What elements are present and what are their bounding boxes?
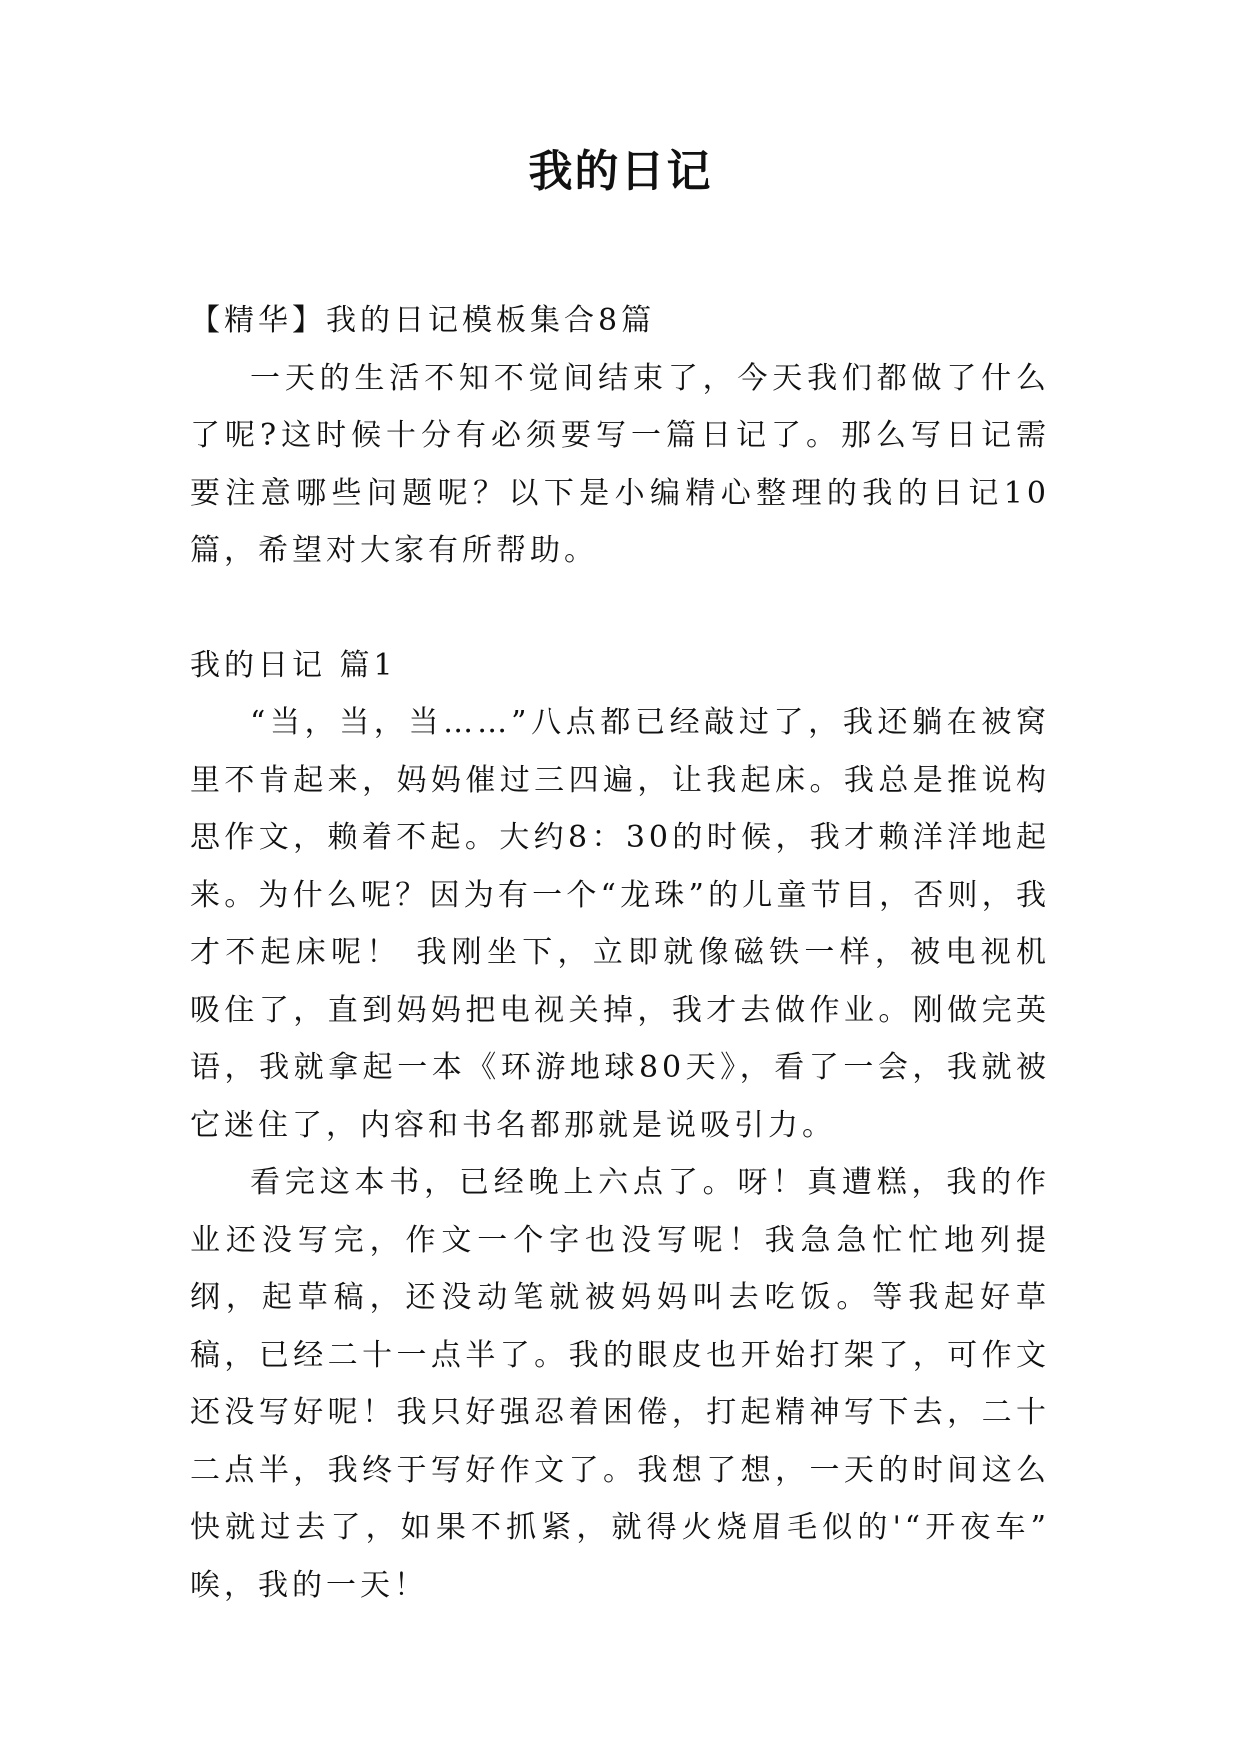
document-body: [190, 292, 1050, 1614]
document-subtitle: 【精华】我的日记模板集合8篇: [190, 303, 656, 338]
document-title: 我的日记: [528, 146, 713, 197]
section-spacer: [190, 580, 1050, 637]
body-paragraph-2: 看完这本书，已经晚上六点了。呀！真遭糕，我的作业还没写完，作文一个字也没写呢！我急急忙忙地列提纲，起草稿，还没动笔就被妈妈叫去吃饭。等我起好草稿，已经二十一点半了。我的眼皮也开始打架了，可作文还没写好呢！我只好强忍着困倦，打起精神写下去，二十二点半，我终于写好作文了。我想了想，一天的时间这么快就过去了，如果不抓紧，就得火烧眉毛似的'“开夜车” 唉，我的一天！: [190, 1165, 1050, 1603]
body-paragraph-1: “当，当，当……”八点都已经敲过了，我还躺在被窝里不肯起来，妈妈催过三四遍，让我起床。我总是推说构思作文，赖着不起。大约8：30的时候，我才赖洋洋地起来。为什么呢？因为有一个“龙珠”的儿童节目，否则，我才不起床呢！ 我刚坐下，立即就像磁铁一样，被电视机吸住了，直到妈妈把电视关掉，我才去做作业。刚做完英语，我就拿起一本《环游地球80天》，看了一会，我就被它迷住了，内容和书名都那就是说吸引力。: [190, 705, 1050, 1143]
section-heading: 我的日记 篇1: [190, 647, 397, 683]
intro-paragraph: 一天的生活不知不觉间结束了，今天我们都做了什么了呢?这时候十分有必须要写一篇日记了。那么写日记需要注意哪些问题呢？以下是小编精心整理的我的日记10篇，希望对大家有所帮助。: [190, 360, 1050, 568]
